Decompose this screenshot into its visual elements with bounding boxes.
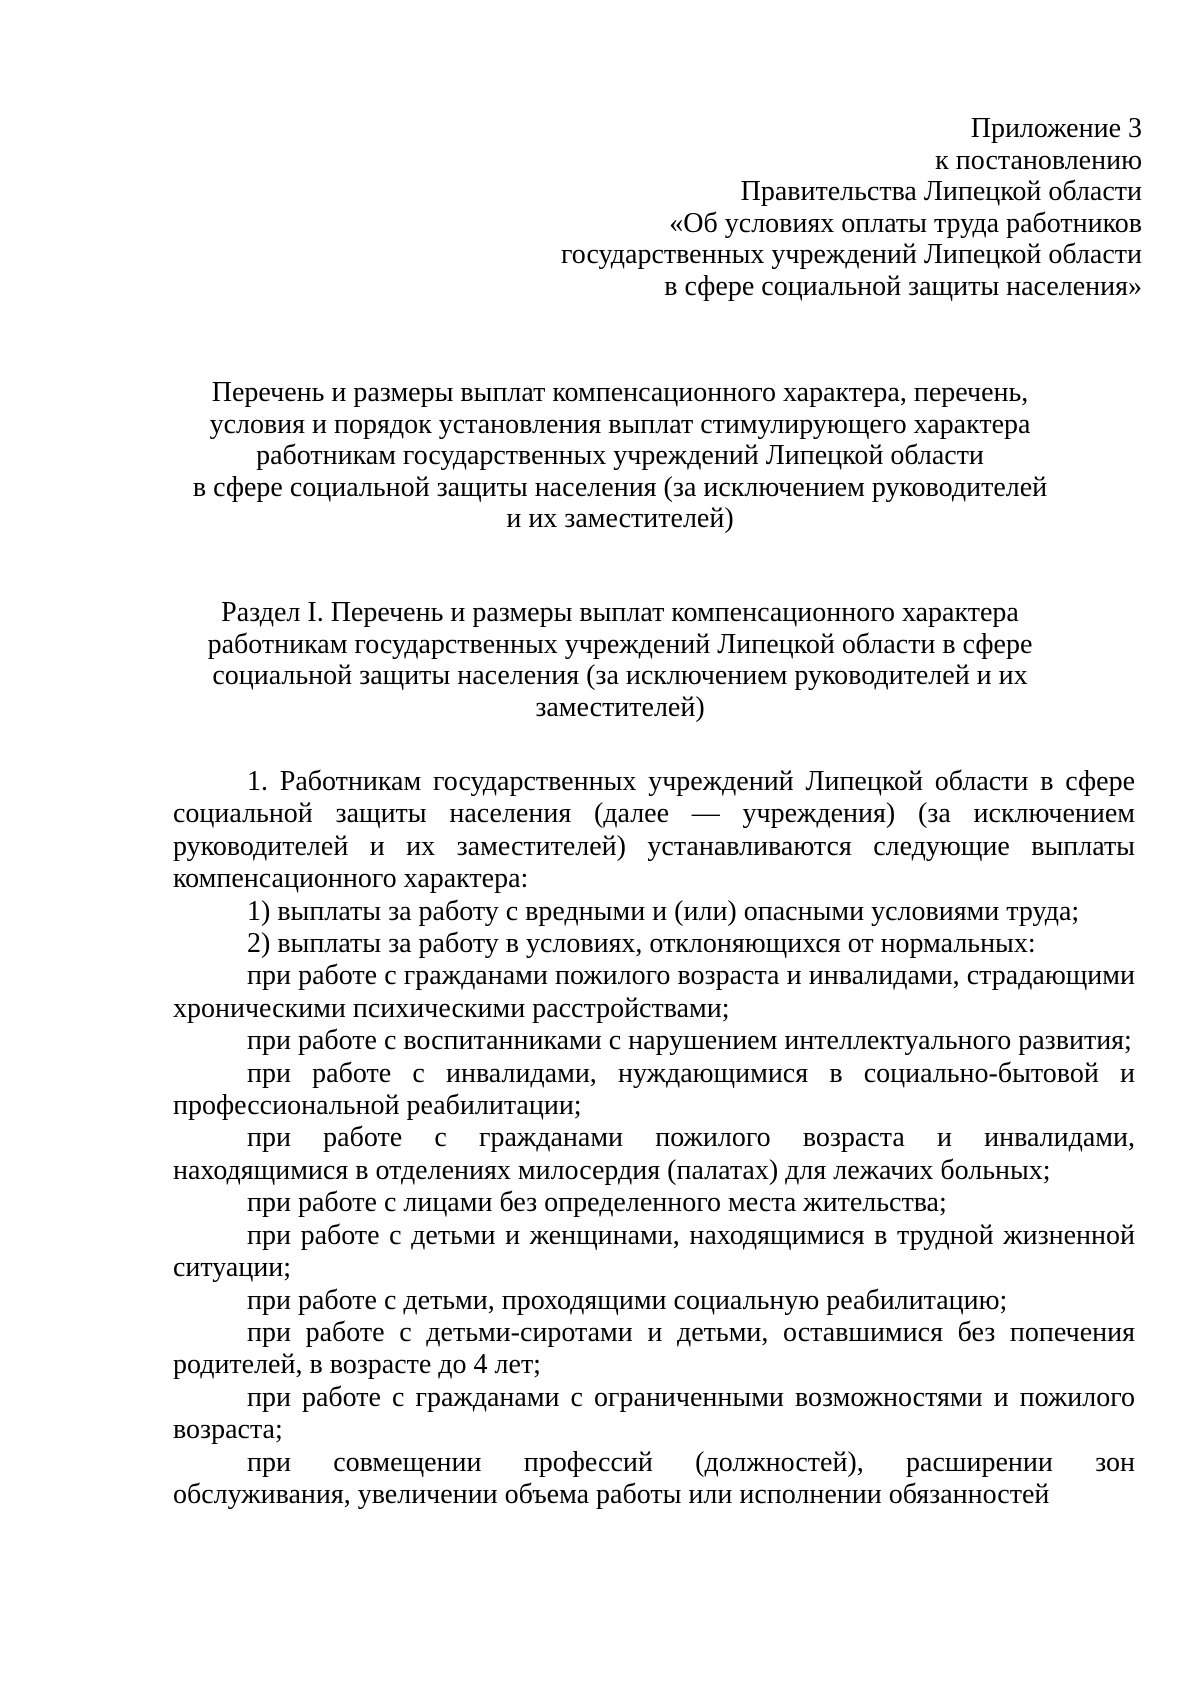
paragraph: при работе с гражданами пожилого возраста и инвалидами, страдающими хроническими психическими расстройствами; — [173, 960, 1135, 1024]
paragraph: 1) выплаты за работу с вредными и (или) опасными условиями труда; — [247, 895, 1080, 927]
title-line: в сфере социальной защиты населения (за исключением руководителей — [192, 471, 1048, 503]
appendix-line: к постановлению — [935, 144, 1142, 176]
paragraph: при работе с лицами без определенного места жительства; — [247, 1187, 947, 1219]
section-heading-line: социальной защиты населения (за исключением руководителей и их — [212, 660, 1028, 691]
paragraph: при работе с детьми-сиротами и детьми, оставшимися без попечения родителей, в возрасте до 4 лет; — [173, 1316, 1135, 1381]
paragraph: 2) выплаты за работу в условиях, отклоняющихся от нормальных: — [247, 928, 1036, 960]
paragraph: при работе с воспитанниками с нарушением интеллектуального развития; — [247, 1025, 1132, 1057]
paragraph: при работе с гражданами пожилого возраста и инвалидами, находящимися в отделениях милосердия (палатах) для лежачих больных; — [173, 1122, 1135, 1186]
section-heading-line: Раздел I. Перечень и размеры выплат компенсационного характера — [221, 597, 1019, 628]
paragraph: при работе с гражданами с ограниченными возможностями и пожилого возраста; — [173, 1381, 1135, 1446]
body-text — [173, 766, 1135, 1511]
paragraph: при работе с инвалидами, нуждающимися в социально-бытовой и профессиональной реабилитации; — [173, 1057, 1135, 1122]
section-heading — [120, 597, 1120, 723]
title-line: условия и порядок установления выплат стимулирующего характера — [209, 408, 1031, 440]
paragraph: при работе с детьми и женщинами, находящимися в трудной жизненной ситуации; — [173, 1219, 1135, 1284]
appendix-line: Правительства Липецкой области — [740, 176, 1142, 207]
section-heading-line: заместителей) — [535, 691, 705, 723]
appendix-line: Приложение 3 — [970, 113, 1142, 144]
appendix-line: в сфере социальной защиты населения» — [664, 270, 1142, 302]
section-heading-line: работникам государственных учреждений Липецкой области в сфере — [207, 628, 1033, 660]
title-line: работникам государственных учреждений Липецкой области — [256, 440, 984, 471]
document-title — [120, 377, 1120, 535]
paragraph: при работе с детьми, проходящими социальную реабилитацию; — [247, 1284, 1008, 1316]
paragraph: при совмещении профессий (должностей), расширении зон обслуживания, увеличении объема работы или исполнении обязанностей — [173, 1446, 1135, 1510]
title-line: Перечень и размеры выплат компенсационного характера, перечень, — [211, 377, 1029, 408]
paragraph: 1. Работникам государственных учреждений Липецкой области в сфере социальной защиты населения (далее — учреждения) (за исключением руководителей и их заместителей) устанавливаются следующие выплаты компенсационного характера: — [173, 766, 1135, 895]
appendix-line: «Об условиях оплаты труда работников — [669, 207, 1142, 239]
appendix-line: государственных учреждений Липецкой области — [561, 239, 1142, 270]
appendix-header — [442, 113, 1142, 302]
title-line: и их заместителей) — [506, 503, 734, 534]
